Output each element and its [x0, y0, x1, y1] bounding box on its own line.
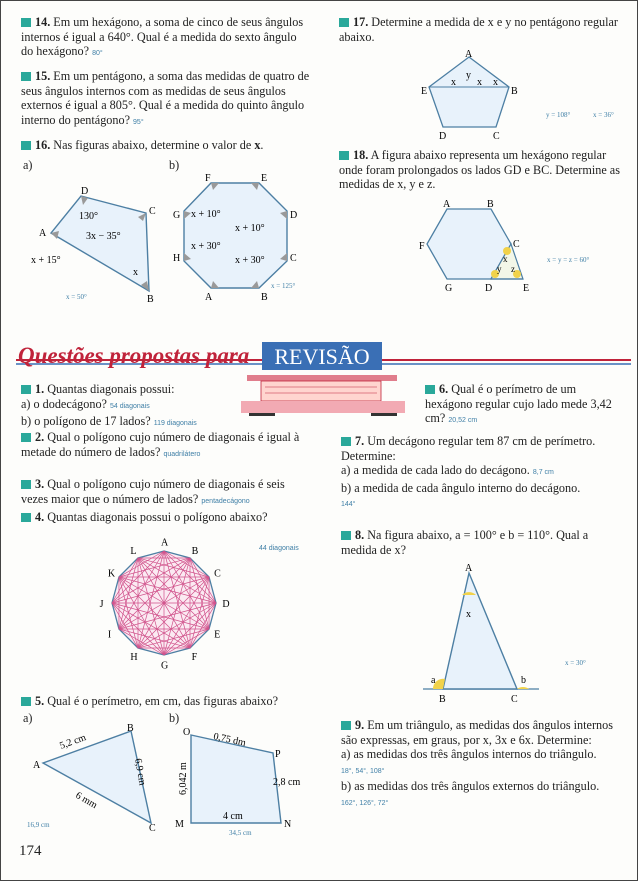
review-question-1: 1. Quantas diagonais possui: a) o dodecágono? 54 diagonais b) o polígono de 17 lados? 119 diagonais [21, 382, 197, 428]
angle-label: x [466, 609, 471, 620]
angle-label: b [521, 675, 526, 686]
vertex-label: O [183, 727, 191, 738]
vertex-label: A [33, 760, 41, 771]
vertex-label: L [130, 545, 137, 557]
answer-17-y: y = 108° [546, 111, 571, 119]
review-question-7: 7. Um decágono regular tem 87 cm de perímetro. Determine: a) a medida de cada lado do decágono. 8,7 cm b) a medida de cada ângulo interno do decágono. 144° [341, 434, 596, 508]
answer-1b: 119 diagonais [153, 420, 197, 427]
square-bullet-icon [21, 513, 31, 522]
answer-8: x = 30° [565, 659, 586, 667]
angle-label: y [497, 264, 502, 274]
answer-17-x: x = 36° [593, 111, 614, 119]
vertex-label: K [107, 568, 116, 580]
question-17: 17. Determine a medida de x e y no pentágono regular abaixo. [339, 15, 618, 44]
figure-16b [169, 173, 319, 303]
vertex-label: E [214, 629, 221, 641]
answer-q15: 95° [133, 118, 144, 126]
vertex-label: F [191, 652, 198, 664]
vertex-label: F [205, 173, 211, 184]
question-14: 14. Em um hexágono, a soma de cinco de seus ângulos internos é igual a 640°. Qual é a medida do sexto ângulo do hexágono? 80° [21, 15, 304, 58]
vertex-label: A [465, 563, 473, 574]
vertex-label: D [290, 210, 298, 221]
side-label: 5,2 cm [58, 732, 88, 752]
answer-18: x = y = z = 60° [547, 256, 590, 264]
vertex-label: C [149, 206, 156, 217]
answer-1a: 54 diagonais [110, 402, 150, 410]
square-bullet-icon [21, 72, 31, 81]
side-label: 4 cm [223, 811, 243, 822]
vertex-label: D [439, 131, 447, 141]
label-b: b) [169, 158, 180, 172]
vertex-label: H [173, 253, 181, 264]
vertex-label: G [161, 660, 169, 670]
vertex-label: B [147, 294, 154, 305]
review-question-9: 9. Em um triângulo, as medidas dos ângulos internos são expressas, em graus, por x, 3x e 6x. Determine: a) as medidas dos três ângulos internos do triângulo. 18°, 54°, 108° b) as medidas dos três ângulos externos do triângulo. 162°, 126°, 72° [341, 718, 613, 807]
vertex-label: B [261, 292, 268, 303]
figure-8 [421, 561, 631, 711]
vertex-label: E [421, 86, 428, 97]
angle-label: x + 30° [235, 255, 265, 266]
vertex-label: B [191, 545, 199, 557]
page-number: 174 [19, 843, 42, 859]
question-15: 15. Em um pentágono, a soma das medidas de quatro de seus ângulos internos com as medidas de seus ângulos externos é igual a 805°. Qual é a medida do quinto ângulo interno do pentágono? 95° [21, 69, 310, 127]
review-question-3: 3. Qual o polígono cujo número de diagonais é seis vezes maior que o número de lados? pentadecágono [21, 477, 285, 506]
vertex-label: A [161, 537, 169, 549]
vertex-label: H [130, 652, 138, 664]
question-18: 18. A figura abaixo representa um hexágono regular onde foram prolongados os lados GD e BC. Determine as medidas de x, y e z. [339, 148, 620, 191]
square-bullet-icon [21, 385, 31, 394]
answer-7b: 144° [341, 501, 356, 508]
angle-label: x [493, 77, 498, 88]
answer-16a: x = 50° [66, 293, 87, 301]
figure-5b [171, 723, 321, 838]
label-b: b) [169, 711, 180, 725]
square-bullet-icon [21, 18, 31, 27]
angle-label: x [451, 77, 456, 88]
square-bullet-icon [21, 697, 31, 706]
angle-label: 130° [79, 211, 98, 222]
square-bullet-icon [339, 151, 349, 160]
angle-label: x [503, 254, 508, 264]
vertex-label: C [513, 239, 520, 250]
angle-label: y [466, 70, 471, 81]
vertex-label: P [275, 749, 281, 760]
figure-4-polygon [97, 535, 232, 670]
vertex-label: A [443, 199, 451, 210]
angle-label: x + 10° [235, 223, 265, 234]
angle-label: x + 15° [31, 255, 61, 266]
vertex-label: M [175, 819, 184, 830]
vertex-label: D [222, 599, 230, 610]
vertex-label: B [487, 199, 494, 210]
vertex-label: D [81, 186, 89, 197]
vertex-label: B [439, 694, 446, 705]
vertex-label: I [107, 629, 112, 641]
review-question-8: 8. Na figura abaixo, a = 100° e b = 110°. Qual a medida de x? [341, 528, 589, 557]
square-bullet-icon [21, 141, 31, 150]
answer-5a: 16,9 cm [27, 821, 50, 829]
vertex-label: C [511, 694, 518, 705]
review-question-6: 6. Qual é o perímetro de um hexágono regular cujo lado mede 3,42 cm? 20,52 cm [425, 382, 612, 425]
vertex-label: E [261, 173, 268, 184]
square-bullet-icon [425, 385, 435, 394]
angle-label: a [431, 675, 436, 686]
figure-5a [23, 723, 173, 833]
label-a: a) [23, 711, 33, 725]
typewriter-illustration [241, 373, 409, 419]
vertex-label: C [493, 131, 500, 141]
answer-7a: 8,7 cm [532, 469, 554, 476]
vertex-label: A [39, 228, 47, 239]
review-question-2: 2. Qual o polígono cujo número de diagonais é igual à metade do número de lados? quadrilátero [21, 430, 300, 459]
answer-4: 44 diagonais [259, 545, 299, 552]
vertex-label: G [173, 210, 181, 221]
label-a: a) [23, 158, 33, 172]
angle-label: x [477, 77, 482, 88]
answer-16b: x = 125° [271, 282, 296, 290]
angle-label: x + 30° [191, 241, 221, 252]
side-label: 6,042 m [178, 762, 189, 795]
vertex-label: J [99, 599, 104, 610]
vertex-label: C [214, 568, 221, 580]
angle-label: z [511, 264, 515, 274]
figure-16a [21, 181, 171, 311]
angle-label: x + 10° [191, 209, 221, 220]
answer-2: quadrilátero [163, 450, 201, 458]
answer-9a: 18°, 54°, 108° [341, 767, 385, 775]
vertex-label: G [445, 283, 453, 294]
vertex-label: B [511, 86, 518, 97]
question-16: 16. Nas figuras abaixo, determine o valor de x. [21, 138, 311, 153]
angle-label: 3x − 35° [86, 231, 121, 242]
answer-q14: 80° [92, 50, 103, 57]
vertex-label: F [419, 241, 425, 252]
side-label: 6 mm [73, 790, 99, 812]
square-bullet-icon [341, 531, 351, 540]
square-bullet-icon [21, 433, 31, 442]
square-bullet-icon [21, 480, 31, 489]
answer-9b: 162°, 126°, 72° [341, 799, 389, 807]
side-label: 0,75 dm [212, 731, 247, 749]
vertex-label: E [523, 283, 530, 294]
vertex-label: B [127, 723, 134, 734]
side-label: 6,9 cm [132, 757, 148, 787]
review-question-5: 5. Qual é o perímetro, em cm, das figuras abaixo? [21, 694, 321, 709]
figure-18 [419, 199, 634, 297]
vertex-label: A [465, 49, 473, 60]
section-banner [16, 337, 631, 377]
side-label: 2,8 cm [273, 777, 301, 788]
figure-17 [421, 49, 636, 141]
answer-3: pentadecágono [201, 497, 250, 505]
review-question-4: 4. Quantas diagonais possui o polígono abaixo? [21, 510, 311, 525]
vertex-label: D [485, 283, 493, 294]
answer-5b: 34,5 cm [229, 829, 252, 837]
square-bullet-icon [341, 721, 351, 730]
section-title: Questões propostas para [18, 343, 250, 368]
vertex-label: N [284, 819, 292, 830]
vertex-label: C [290, 253, 297, 264]
angle-label: x [133, 267, 138, 278]
vertex-label: C [149, 823, 156, 833]
square-bullet-icon [339, 18, 349, 27]
answer-6: 20,52 cm [448, 417, 478, 424]
square-bullet-icon [341, 437, 351, 446]
vertex-label: A [205, 292, 213, 303]
section-title-box: REVISÃO [274, 344, 370, 369]
